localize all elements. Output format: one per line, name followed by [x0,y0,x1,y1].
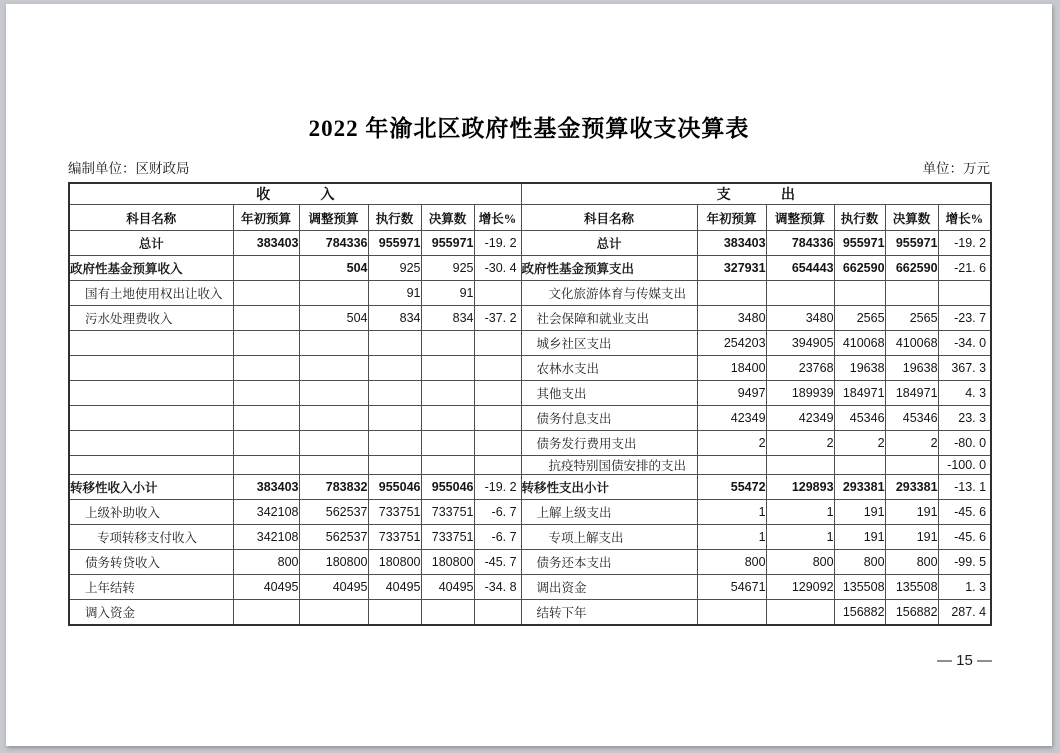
revenue-col-header-adjusted-budget: 调整预算 [299,205,368,231]
revenue-value-cell [299,331,368,356]
expenditure-col-header-subject: 科目名称 [521,205,697,231]
revenue-value-cell: 91 [368,281,421,306]
table-row [69,575,991,600]
revenue-value-cell: 342108 [233,525,299,550]
expenditure-subject-cell: 文化旅游体育与传媒支出 [521,281,697,306]
revenue-value-cell [299,456,368,475]
revenue-value-cell: 40495 [233,575,299,600]
revenue-subject-cell: 国有土地使用权出让收入 [69,281,233,306]
expenditure-value-cell: 254203 [697,331,766,356]
table-row [69,331,991,356]
document-page [6,4,1052,746]
expenditure-value-cell: 287. 4 [938,600,991,625]
expenditure-value-cell: -80. 0 [938,431,991,456]
revenue-value-cell [233,281,299,306]
expenditure-value-cell: 1 [697,500,766,525]
revenue-value-cell: 955971 [421,231,474,256]
expenditure-subject-cell: 上解上级支出 [521,500,697,525]
expenditure-col-header-adjusted-budget: 调整预算 [766,205,834,231]
expenditure-value-cell: -45. 6 [938,500,991,525]
revenue-value-cell: 955046 [421,475,474,500]
revenue-subject-cell [69,381,233,406]
expenditure-value-cell: -23. 7 [938,306,991,331]
expenditure-section-header: 支出 [521,183,991,205]
revenue-value-cell: 40495 [421,575,474,600]
expenditure-value-cell: 4. 3 [938,381,991,406]
unit-label: 单位：万元 [922,161,990,176]
expenditure-value-cell [766,281,834,306]
expenditure-col-header-final: 决算数 [885,205,938,231]
expenditure-value-cell: 800 [834,550,885,575]
expenditure-value-cell: 135508 [885,575,938,600]
page-title: 2022 年渝北区政府性基金预算收支决算表 [308,116,750,141]
revenue-value-cell [299,431,368,456]
revenue-value-cell [299,356,368,381]
expenditure-value-cell: 800 [885,550,938,575]
table-row [69,356,991,381]
expenditure-value-cell: 42349 [766,406,834,431]
revenue-value-cell: -6. 7 [474,500,521,525]
revenue-value-cell [368,456,421,475]
revenue-value-cell: -19. 2 [474,231,521,256]
revenue-subject-cell: 债务转贷收入 [69,550,233,575]
revenue-subject-cell: 调入资金 [69,600,233,625]
table-row [69,306,991,331]
revenue-col-header-execution: 执行数 [368,205,421,231]
revenue-value-cell [299,281,368,306]
expenditure-value-cell [766,456,834,475]
revenue-value-cell [474,600,521,625]
revenue-value-cell [474,431,521,456]
revenue-value-cell [233,356,299,381]
expenditure-value-cell: 293381 [834,475,885,500]
expenditure-subject-cell: 专项上解支出 [521,525,697,550]
revenue-subject-cell: 专项转移支付收入 [69,525,233,550]
revenue-value-cell: 383403 [233,475,299,500]
expenditure-value-cell: 156882 [885,600,938,625]
revenue-value-cell [368,600,421,625]
table-row [69,500,991,525]
revenue-subject-cell [69,356,233,381]
expenditure-subject-cell: 债务付息支出 [521,406,697,431]
budget-table [68,182,992,626]
meta-row [68,157,990,177]
expenditure-value-cell: 410068 [834,331,885,356]
revenue-value-cell: -34. 8 [474,575,521,600]
expenditure-value-cell: 156882 [834,600,885,625]
revenue-value-cell: 784336 [299,231,368,256]
revenue-value-cell: 180800 [368,550,421,575]
revenue-value-cell [474,456,521,475]
revenue-subject-cell [69,431,233,456]
revenue-col-header-initial-budget: 年初预算 [233,205,299,231]
expenditure-subject-cell: 政府性基金预算支出 [521,256,697,281]
expenditure-value-cell: 54671 [697,575,766,600]
revenue-subject-cell: 政府性基金预算收入 [69,256,233,281]
expenditure-value-cell [697,456,766,475]
expenditure-value-cell [885,456,938,475]
expenditure-value-cell: 1 [697,525,766,550]
expenditure-value-cell: -19. 2 [938,231,991,256]
expenditure-value-cell: 45346 [885,406,938,431]
expenditure-value-cell: 1 [766,500,834,525]
revenue-subject-cell: 总计 [69,231,233,256]
revenue-value-cell [233,306,299,331]
revenue-value-cell: 733751 [421,525,474,550]
revenue-subject-cell [69,456,233,475]
revenue-value-cell: 504 [299,256,368,281]
expenditure-subject-cell: 抗疫特别国债安排的支出 [521,456,697,475]
expenditure-value-cell: 955971 [885,231,938,256]
revenue-col-header-final: 决算数 [421,205,474,231]
table-row [69,256,991,281]
expenditure-value-cell: 394905 [766,331,834,356]
revenue-value-cell [233,456,299,475]
expenditure-value-cell: 2 [885,431,938,456]
expenditure-subject-cell: 债务发行费用支出 [521,431,697,456]
revenue-value-cell [299,600,368,625]
revenue-subject-cell: 污水处理费收入 [69,306,233,331]
expenditure-value-cell: 784336 [766,231,834,256]
expenditure-value-cell: 1. 3 [938,575,991,600]
table-row [69,281,991,306]
expenditure-subject-cell: 转移性支出小计 [521,475,697,500]
revenue-value-cell [474,281,521,306]
expenditure-value-cell: 3480 [766,306,834,331]
expenditure-value-cell [834,281,885,306]
revenue-value-cell [368,331,421,356]
expenditure-value-cell: -99. 5 [938,550,991,575]
revenue-value-cell [421,381,474,406]
revenue-value-cell: 834 [368,306,421,331]
revenue-value-cell [233,600,299,625]
expenditure-value-cell: 135508 [834,575,885,600]
revenue-col-header-subject: 科目名称 [69,205,233,231]
expenditure-value-cell: 19638 [834,356,885,381]
revenue-value-cell: 383403 [233,231,299,256]
revenue-value-cell: 783832 [299,475,368,500]
column-header-row [69,205,991,231]
expenditure-value-cell: 654443 [766,256,834,281]
expenditure-value-cell: 191 [885,500,938,525]
revenue-value-cell: -6. 7 [474,525,521,550]
expenditure-value-cell: 2565 [834,306,885,331]
expenditure-value-cell: 184971 [885,381,938,406]
expenditure-value-cell: 9497 [697,381,766,406]
revenue-value-cell: 180800 [421,550,474,575]
revenue-section-header: 收入 [69,183,521,205]
revenue-value-cell [474,406,521,431]
expenditure-value-cell [834,456,885,475]
expenditure-value-cell: 327931 [697,256,766,281]
expenditure-value-cell: 191 [885,525,938,550]
expenditure-col-header-growth: 增长% [938,205,991,231]
revenue-value-cell [421,406,474,431]
revenue-value-cell: 925 [421,256,474,281]
table-row [69,406,991,431]
table-row [69,456,991,475]
revenue-value-cell [474,381,521,406]
expenditure-subject-cell: 其他支出 [521,381,697,406]
expenditure-value-cell: 23768 [766,356,834,381]
expenditure-value-cell: 410068 [885,331,938,356]
expenditure-value-cell: 2 [766,431,834,456]
expenditure-value-cell: 191 [834,525,885,550]
expenditure-value-cell: 383403 [697,231,766,256]
prepared-by-label: 编制单位：区财政局 [68,161,190,176]
expenditure-value-cell: -45. 6 [938,525,991,550]
revenue-value-cell [421,356,474,381]
revenue-value-cell: 955971 [368,231,421,256]
table-row [69,431,991,456]
table-row [69,525,991,550]
expenditure-value-cell: 662590 [834,256,885,281]
revenue-value-cell: -30. 4 [474,256,521,281]
expenditure-value-cell: 129092 [766,575,834,600]
revenue-value-cell [474,356,521,381]
expenditure-value-cell: 191 [834,500,885,525]
revenue-value-cell: 733751 [368,500,421,525]
revenue-value-cell: 562537 [299,525,368,550]
revenue-col-header-growth: 增长% [474,205,521,231]
revenue-value-cell: 180800 [299,550,368,575]
expenditure-value-cell: -21. 6 [938,256,991,281]
revenue-value-cell: 562537 [299,500,368,525]
revenue-value-cell [299,381,368,406]
revenue-value-cell [421,431,474,456]
table-row [69,231,991,256]
expenditure-value-cell [766,600,834,625]
revenue-value-cell [233,381,299,406]
expenditure-col-header-initial-budget: 年初预算 [697,205,766,231]
revenue-value-cell: 834 [421,306,474,331]
revenue-value-cell: 733751 [421,500,474,525]
expenditure-value-cell: 184971 [834,381,885,406]
revenue-value-cell [233,331,299,356]
expenditure-value-cell: 19638 [885,356,938,381]
expenditure-value-cell: 1 [766,525,834,550]
expenditure-value-cell: 3480 [697,306,766,331]
revenue-value-cell: -37. 2 [474,306,521,331]
expenditure-value-cell: -34. 0 [938,331,991,356]
expenditure-col-header-execution: 执行数 [834,205,885,231]
expenditure-value-cell: 55472 [697,475,766,500]
revenue-value-cell [368,406,421,431]
revenue-value-cell [233,406,299,431]
expenditure-subject-cell: 结转下年 [521,600,697,625]
expenditure-value-cell: 293381 [885,475,938,500]
revenue-subject-cell: 上级补助收入 [69,500,233,525]
expenditure-subject-cell: 债务还本支出 [521,550,697,575]
table-row [69,475,991,500]
revenue-value-cell: 504 [299,306,368,331]
revenue-value-cell [368,356,421,381]
expenditure-value-cell: -13. 1 [938,475,991,500]
expenditure-value-cell: 189939 [766,381,834,406]
revenue-value-cell: 800 [233,550,299,575]
expenditure-subject-cell: 调出资金 [521,575,697,600]
revenue-value-cell [421,331,474,356]
revenue-value-cell: 342108 [233,500,299,525]
revenue-subject-cell: 转移性收入小计 [69,475,233,500]
expenditure-value-cell: 367. 3 [938,356,991,381]
table-row [69,381,991,406]
revenue-value-cell: 40495 [368,575,421,600]
revenue-value-cell [233,431,299,456]
expenditure-value-cell: 2565 [885,306,938,331]
revenue-value-cell [233,256,299,281]
expenditure-subject-cell: 农林水支出 [521,356,697,381]
revenue-subject-cell [69,406,233,431]
expenditure-value-cell [938,281,991,306]
section-header-row [69,183,991,205]
expenditure-value-cell [697,281,766,306]
expenditure-value-cell: 18400 [697,356,766,381]
expenditure-value-cell: 2 [697,431,766,456]
expenditure-value-cell [697,600,766,625]
revenue-value-cell: -19. 2 [474,475,521,500]
expenditure-value-cell: 42349 [697,406,766,431]
revenue-value-cell: 733751 [368,525,421,550]
budget-table-body [69,231,991,625]
revenue-value-cell [474,331,521,356]
revenue-value-cell [368,431,421,456]
expenditure-value-cell: 662590 [885,256,938,281]
revenue-value-cell [421,456,474,475]
expenditure-value-cell: 23. 3 [938,406,991,431]
expenditure-value-cell: 2 [834,431,885,456]
expenditure-value-cell [885,281,938,306]
expenditure-value-cell: 129893 [766,475,834,500]
expenditure-value-cell: 45346 [834,406,885,431]
table-row [69,550,991,575]
table-row [69,600,991,625]
expenditure-value-cell: 800 [766,550,834,575]
expenditure-value-cell: -100. 0 [938,456,991,475]
expenditure-value-cell: 800 [697,550,766,575]
page-number: — 15 — [936,652,992,669]
revenue-value-cell: 955046 [368,475,421,500]
revenue-value-cell: -45. 7 [474,550,521,575]
expenditure-value-cell: 955971 [834,231,885,256]
expenditure-subject-cell: 总计 [521,231,697,256]
revenue-value-cell [421,600,474,625]
expenditure-subject-cell: 城乡社区支出 [521,331,697,356]
revenue-value-cell [368,381,421,406]
revenue-value-cell [299,406,368,431]
revenue-value-cell: 40495 [299,575,368,600]
expenditure-subject-cell: 社会保障和就业支出 [521,306,697,331]
revenue-value-cell: 925 [368,256,421,281]
revenue-subject-cell: 上年结转 [69,575,233,600]
revenue-value-cell: 91 [421,281,474,306]
revenue-subject-cell [69,331,233,356]
